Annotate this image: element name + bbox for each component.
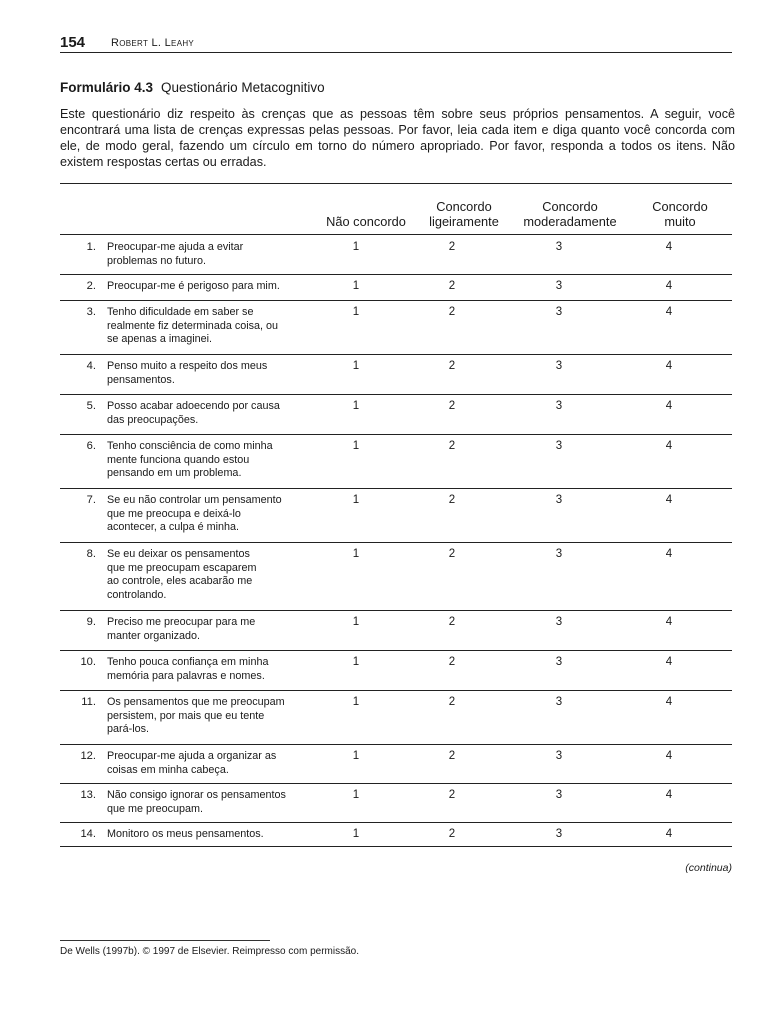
rating-option-3[interactable]: 3 (555, 494, 563, 506)
item-text-line: ao controle, eles acabarão me (107, 575, 253, 588)
item-number: 6. (86, 440, 96, 452)
item-text-line: problemas no futuro. (107, 254, 207, 267)
running-head-author: Robert L. Leahy (111, 37, 195, 49)
rating-option-1[interactable]: 1 (352, 400, 360, 412)
table-row (60, 690, 732, 745)
rating-option-3[interactable]: 3 (555, 696, 563, 708)
rating-option-1[interactable]: 1 (352, 616, 360, 628)
rating-option-2[interactable]: 2 (448, 616, 456, 628)
item-text (107, 494, 322, 535)
column-header-2 (514, 199, 626, 229)
table-row (60, 235, 732, 275)
column-header-1 (420, 199, 508, 229)
item-number: 13. (80, 789, 96, 801)
rating-option-4[interactable]: 4 (665, 656, 673, 668)
rating-option-1[interactable]: 1 (352, 789, 360, 801)
item-text-line: realmente fiz determinada coisa, ou (107, 319, 279, 332)
item-text (107, 656, 322, 683)
footnote-rule (60, 940, 270, 941)
page-header (60, 34, 732, 53)
item-number: 7. (86, 494, 96, 506)
rating-option-3[interactable]: 3 (555, 360, 563, 372)
continued-note: (continua) (685, 862, 732, 874)
rating-option-4[interactable]: 4 (665, 440, 673, 452)
item-text-line: Preocupar-me ajuda a evitar (107, 241, 244, 253)
table-row (60, 542, 732, 611)
table-row (60, 822, 732, 847)
rating-option-2[interactable]: 2 (448, 828, 456, 840)
rating-option-3[interactable]: 3 (555, 828, 563, 840)
item-text-line: das preocupações. (107, 413, 199, 426)
item-text-line: controlando. (107, 588, 167, 601)
item-text-line: acontecer, a culpa é minha. (107, 521, 240, 534)
item-text (107, 440, 322, 481)
item-text (107, 789, 322, 816)
item-text-line: que me preocupa e deixá-lo (107, 507, 241, 520)
item-text-line: Se eu deixar os pensamentos (107, 548, 250, 560)
rating-option-4[interactable]: 4 (665, 616, 673, 628)
column-header-line1: Concordo (542, 199, 598, 214)
column-header-line2: ligeiramente (429, 214, 499, 229)
rating-option-4[interactable]: 4 (665, 548, 673, 560)
item-text-line: Preocupar-me ajuda a organizar as (107, 750, 277, 762)
item-text (107, 360, 322, 387)
rating-option-1[interactable]: 1 (352, 241, 360, 253)
rating-option-2[interactable]: 2 (448, 280, 456, 292)
rating-option-3[interactable]: 3 (555, 616, 563, 628)
item-text-line: Monitoro os meus pensamentos. (107, 828, 264, 840)
rating-option-1[interactable]: 1 (352, 280, 360, 292)
table-row (60, 783, 732, 823)
item-text-line: Preocupar-me é perigoso para mim. (107, 280, 280, 292)
column-header-3 (638, 199, 722, 229)
item-text-line: coisas em minha cabeça. (107, 763, 229, 776)
table-row (60, 274, 732, 301)
item-text-line: persistem, por mais que eu tente (107, 709, 265, 722)
column-header-line2: Não concordo (326, 214, 406, 229)
item-text-line: Não consigo ignorar os pensamentos (107, 789, 286, 801)
form-title (60, 80, 325, 95)
item-text-line: manter organizado. (107, 629, 201, 642)
rating-option-3[interactable]: 3 (555, 789, 563, 801)
item-text-line: que me preocupam escaparem (107, 561, 257, 574)
item-text-line: Tenho pouca confiança em minha (107, 656, 269, 668)
table-top-rule (60, 183, 732, 184)
rating-option-2[interactable]: 2 (448, 656, 456, 668)
item-text (107, 280, 322, 294)
item-text-line: Penso muito a respeito dos meus (107, 360, 268, 372)
item-number: 2. (86, 280, 96, 292)
rating-option-1[interactable]: 1 (352, 656, 360, 668)
item-text (107, 828, 322, 842)
item-number: 9. (86, 616, 96, 628)
item-text (107, 616, 322, 643)
rating-option-1[interactable]: 1 (352, 828, 360, 840)
item-number: 4. (86, 360, 96, 372)
item-text-line: Posso acabar adoecendo por causa (107, 400, 280, 412)
rating-option-2[interactable]: 2 (448, 306, 456, 318)
item-text-line: se apenas a imaginei. (107, 333, 213, 346)
rating-option-1[interactable]: 1 (352, 750, 360, 762)
item-text-line: Os pensamentos que me preocupam (107, 696, 285, 708)
intro-paragraph: Este questionário diz respeito às crenças que as pessoas têm sobre seus próprios pensamentos. A seguir, você encontrará uma lista de crenças expressas pelas pessoas. Por favor, leia cada item e diga quanto você concorda com ele, de modo geral, fazendo um círculo em torno do número apropriado. Por favor, responda a todos os itens. Não existem respostas certas ou erradas. (60, 107, 735, 169)
column-header-line1: Concordo (652, 199, 708, 214)
item-text (107, 241, 322, 268)
table-row (60, 434, 732, 489)
rating-option-3[interactable]: 3 (555, 656, 563, 668)
item-text-line: mente funciona quando estou (107, 453, 250, 466)
rating-option-3[interactable]: 3 (555, 400, 563, 412)
column-header-line2: muito (664, 214, 696, 229)
table-row (60, 394, 732, 435)
column-header-line1 (320, 199, 412, 214)
footnote: De Wells (1997b). © 1997 de Elsevier. Reimpresso com permissão. (60, 946, 359, 957)
item-text-line: Tenho consciência de como minha (107, 440, 273, 452)
rating-option-3[interactable]: 3 (555, 750, 563, 762)
rating-option-3[interactable]: 3 (555, 548, 563, 560)
item-text (107, 696, 322, 737)
rating-option-1[interactable]: 1 (352, 696, 360, 708)
table-row (60, 610, 732, 651)
rating-option-2[interactable]: 2 (448, 789, 456, 801)
rating-option-2[interactable]: 2 (448, 494, 456, 506)
item-text-line: memória para palavras e nomes. (107, 669, 265, 682)
rating-option-2[interactable]: 2 (448, 548, 456, 560)
rating-option-4[interactable]: 4 (665, 494, 673, 506)
item-text-line: Tenho dificuldade em saber se (107, 306, 254, 318)
rating-option-2[interactable]: 2 (448, 696, 456, 708)
item-number: 14. (80, 828, 96, 840)
item-text-line: pensando em um problema. (107, 467, 242, 480)
rating-option-1[interactable]: 1 (352, 494, 360, 506)
form-label: Formulário 4.3 (60, 80, 154, 95)
item-text-line: que me preocupam. (107, 802, 204, 815)
item-number: 1. (86, 241, 96, 253)
rating-option-2[interactable]: 2 (448, 750, 456, 762)
item-number: 10. (80, 656, 96, 668)
rating-option-3[interactable]: 3 (555, 440, 563, 452)
item-number: 8. (86, 548, 96, 560)
page-number: 154 (60, 34, 86, 51)
table-row (60, 488, 732, 543)
column-header-0 (320, 199, 412, 229)
item-number: 11. (81, 696, 96, 708)
rating-option-3[interactable]: 3 (555, 306, 563, 318)
rating-option-4[interactable]: 4 (665, 828, 673, 840)
column-header-line2: moderadamente (523, 214, 617, 229)
rating-option-1[interactable]: 1 (352, 306, 360, 318)
rating-option-4[interactable]: 4 (665, 696, 673, 708)
item-number: 12. (80, 750, 96, 762)
rating-option-4[interactable]: 4 (665, 400, 673, 412)
rating-option-4[interactable]: 4 (665, 280, 673, 292)
table-row (60, 650, 732, 691)
item-text-line: pará-los. (107, 723, 150, 736)
column-header-line1: Concordo (436, 199, 492, 214)
item-text (107, 306, 322, 347)
item-text-line: Preciso me preocupar para me (107, 616, 256, 628)
rating-option-4[interactable]: 4 (665, 750, 673, 762)
rating-option-1[interactable]: 1 (352, 548, 360, 560)
item-text (107, 548, 322, 602)
rating-option-1[interactable]: 1 (352, 360, 360, 372)
table-row (60, 744, 732, 784)
form-name: Questionário Metacognitivo (161, 80, 325, 95)
rating-option-4[interactable]: 4 (665, 789, 673, 801)
rating-option-3[interactable]: 3 (555, 280, 563, 292)
table-row (60, 354, 732, 395)
item-text (107, 750, 322, 777)
item-text-line: pensamentos. (107, 373, 175, 386)
item-number: 5. (86, 400, 96, 412)
rating-option-2[interactable]: 2 (448, 241, 456, 253)
item-number: 3. (86, 306, 96, 318)
item-text (107, 400, 322, 427)
rating-option-4[interactable]: 4 (665, 241, 673, 253)
rating-option-3[interactable]: 3 (555, 241, 563, 253)
item-text-line: Se eu não controlar um pensamento (107, 494, 282, 506)
rating-option-1[interactable]: 1 (352, 440, 360, 452)
rating-option-2[interactable]: 2 (448, 440, 456, 452)
rating-option-2[interactable]: 2 (448, 400, 456, 412)
rating-option-4[interactable]: 4 (665, 306, 673, 318)
rating-option-2[interactable]: 2 (448, 360, 456, 372)
rating-option-4[interactable]: 4 (665, 360, 673, 372)
table-row (60, 300, 732, 355)
